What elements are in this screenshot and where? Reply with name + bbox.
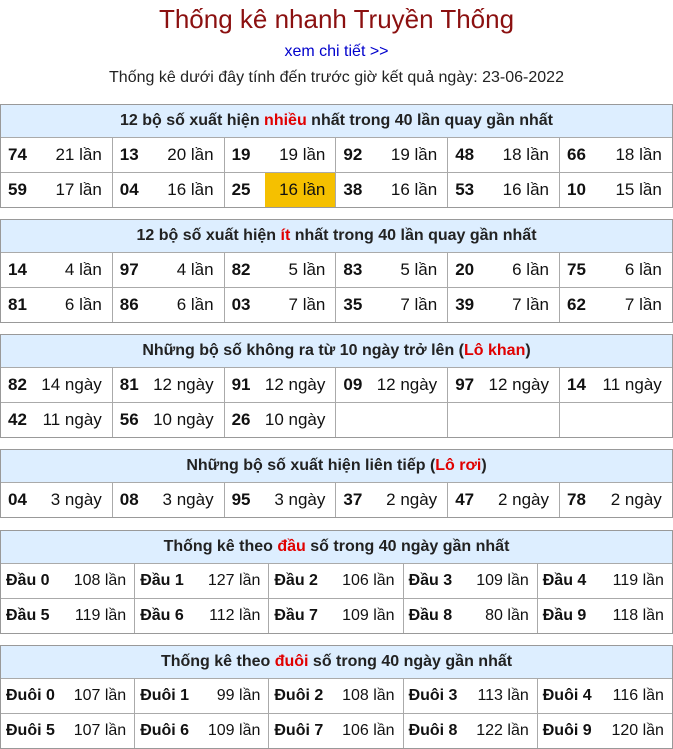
stat-cell bbox=[269, 714, 403, 748]
heading-highlight: ít bbox=[280, 227, 291, 244]
heading-highlight: Lô khan bbox=[464, 342, 526, 359]
occurrence-count: 6 lần bbox=[512, 260, 549, 279]
lottery-number: 91 bbox=[231, 375, 251, 394]
occurrence-count: 12 ngày bbox=[488, 375, 549, 394]
digit-label: Đuôi 0 bbox=[6, 687, 55, 704]
lottery-number: 82 bbox=[231, 260, 251, 279]
occurrence-count: 109 lần bbox=[207, 722, 261, 739]
section-heading bbox=[1, 105, 672, 138]
stat-cell bbox=[225, 253, 337, 287]
occurrence-count: 21 lần bbox=[55, 145, 102, 164]
table-row bbox=[1, 403, 672, 437]
stat-cell bbox=[560, 483, 672, 517]
heading-highlight: Lô rơi bbox=[435, 457, 482, 474]
occurrence-count: 80 lần bbox=[485, 607, 529, 624]
occurrence-count: 120 lần bbox=[611, 722, 664, 739]
lottery-number: 25 bbox=[231, 180, 251, 199]
stat-cell bbox=[538, 564, 672, 598]
occurrence-count: 99 lần bbox=[216, 687, 261, 704]
lottery-number: 81 bbox=[8, 295, 27, 314]
stat-cell bbox=[225, 138, 337, 172]
occurrence-count: 107 lần bbox=[73, 687, 127, 704]
table-row bbox=[1, 599, 672, 633]
lottery-number: 48 bbox=[455, 145, 475, 164]
heading-text: nhất trong 40 lần quay gần nhất bbox=[306, 112, 553, 129]
lottery-number: 37 bbox=[343, 490, 363, 509]
heading-text: 12 bộ số xuất hiện bbox=[136, 227, 281, 244]
stat-cell bbox=[560, 253, 672, 287]
stat-cell bbox=[1, 679, 135, 713]
stat-cell bbox=[1, 173, 113, 207]
digit-label: Đầu 3 bbox=[408, 572, 453, 589]
occurrence-count: 20 lần bbox=[167, 145, 214, 164]
digit-label: Đầu 6 bbox=[140, 607, 184, 624]
section-heading bbox=[1, 450, 672, 483]
least-frequent-section bbox=[0, 219, 673, 323]
occurrence-count: 12 ngày bbox=[153, 375, 214, 394]
digit-label: Đuôi 2 bbox=[274, 687, 324, 704]
table-row bbox=[1, 714, 672, 748]
stat-cell bbox=[225, 403, 337, 437]
lottery-number: 95 bbox=[231, 490, 251, 509]
stat-cell bbox=[225, 483, 337, 517]
occurrence-count: 16 lần bbox=[502, 180, 549, 199]
occurrence-count: 5 lần bbox=[288, 260, 326, 279]
stat-cell bbox=[269, 564, 403, 598]
occurrence-count: 16 lần bbox=[167, 180, 214, 199]
lottery-number: 53 bbox=[455, 180, 475, 199]
stat-cell bbox=[113, 403, 225, 437]
occurrence-count: 113 lần bbox=[477, 687, 529, 704]
heading-text: Những bộ số không ra từ 10 ngày trở lên ( bbox=[142, 342, 464, 359]
stat-cell bbox=[336, 368, 448, 402]
stat-cell bbox=[336, 288, 448, 322]
occurrence-count: 106 lần bbox=[342, 572, 395, 589]
stat-cell bbox=[1, 253, 113, 287]
stat-cell bbox=[225, 173, 337, 207]
occurrence-count: 16 lần bbox=[265, 173, 336, 207]
stat-cell bbox=[336, 253, 448, 287]
digit-label: Đuôi 4 bbox=[542, 687, 592, 704]
section-heading bbox=[1, 335, 672, 368]
occurrence-count: 6 lần bbox=[64, 295, 102, 314]
duoi-stats-section bbox=[0, 645, 673, 749]
stat-cell bbox=[404, 714, 538, 748]
stat-cell bbox=[269, 599, 403, 633]
heading-text: số trong 40 ngày gần nhất bbox=[308, 653, 513, 670]
stat-cell bbox=[1, 564, 135, 598]
lottery-number: 56 bbox=[119, 410, 139, 429]
lottery-number: 66 bbox=[566, 145, 586, 164]
digit-label: Đầu 2 bbox=[274, 572, 318, 589]
occurrence-count bbox=[376, 403, 447, 437]
stat-cell bbox=[135, 599, 269, 633]
lottery-number: 97 bbox=[455, 375, 475, 394]
stat-cell bbox=[560, 403, 672, 437]
occurrence-count: 10 ngày bbox=[264, 410, 326, 429]
digit-label: Đuôi 7 bbox=[274, 722, 324, 739]
occurrence-count: 15 lần bbox=[615, 180, 662, 199]
stat-cell bbox=[135, 679, 269, 713]
stat-cell bbox=[538, 714, 672, 748]
stat-cell bbox=[448, 403, 560, 437]
stat-cell bbox=[1, 714, 135, 748]
table-row bbox=[1, 253, 672, 288]
lottery-number: 59 bbox=[8, 180, 27, 199]
stat-cell bbox=[560, 368, 672, 402]
occurrence-count: 19 lần bbox=[390, 145, 438, 164]
heading-text: Thống kê theo bbox=[160, 653, 275, 670]
lottery-number: 62 bbox=[566, 295, 586, 314]
lottery-number: 35 bbox=[343, 295, 363, 314]
digit-label: Đuôi 5 bbox=[6, 722, 55, 739]
stat-cell bbox=[135, 714, 269, 748]
table-row bbox=[1, 173, 672, 207]
occurrence-count: 18 lần bbox=[615, 145, 662, 164]
stat-cell bbox=[336, 173, 448, 207]
dau-stats-section bbox=[0, 530, 673, 634]
occurrence-count bbox=[600, 403, 672, 437]
stat-cell bbox=[135, 564, 269, 598]
lo-khan-section bbox=[0, 334, 673, 438]
stat-cell bbox=[448, 173, 560, 207]
occurrence-count: 116 lần bbox=[612, 687, 664, 704]
digit-label: Đuôi 8 bbox=[408, 722, 458, 739]
stat-cell bbox=[225, 288, 337, 322]
digit-label: Đuôi 3 bbox=[408, 687, 458, 704]
stat-cell bbox=[538, 599, 672, 633]
stat-cell bbox=[225, 368, 337, 402]
stat-cell bbox=[538, 679, 672, 713]
stat-cell bbox=[113, 483, 225, 517]
occurrence-count: 10 ngày bbox=[153, 410, 214, 429]
digit-label: Đầu 7 bbox=[274, 607, 318, 624]
occurrence-count: 6 lần bbox=[624, 260, 662, 279]
stat-cell bbox=[113, 138, 225, 172]
occurrence-count: 122 lần bbox=[476, 722, 529, 739]
occurrence-count: 118 lần bbox=[612, 607, 664, 624]
occurrence-count: 18 lần bbox=[502, 145, 549, 164]
stat-cell bbox=[448, 138, 560, 172]
lottery-number: 08 bbox=[119, 490, 139, 509]
lottery-number: 83 bbox=[343, 260, 363, 279]
occurrence-count: 11 ngày bbox=[602, 375, 662, 394]
lottery-number: 74 bbox=[8, 145, 27, 164]
occurrence-count: 7 lần bbox=[400, 295, 438, 314]
lo-roi-section bbox=[0, 449, 673, 518]
occurrence-count: 108 lần bbox=[73, 572, 127, 589]
stat-cell bbox=[448, 253, 560, 287]
most-frequent-section bbox=[0, 104, 673, 208]
heading-highlight: nhiều bbox=[264, 112, 307, 129]
digit-label: Đầu 0 bbox=[6, 572, 50, 589]
stat-cell bbox=[1, 403, 113, 437]
occurrence-count: 2 ngày bbox=[497, 490, 549, 509]
lottery-number: 81 bbox=[119, 375, 139, 394]
digit-label: Đầu 1 bbox=[140, 572, 184, 589]
stat-cell bbox=[560, 138, 672, 172]
stat-cell bbox=[404, 679, 538, 713]
occurrence-count: 4 lần bbox=[64, 260, 102, 279]
lottery-number: 86 bbox=[119, 295, 139, 314]
heading-highlight: đuôi bbox=[274, 653, 309, 670]
table-row bbox=[1, 564, 672, 599]
view-details-link[interactable]: xem chi tiết >> bbox=[284, 43, 389, 60]
stat-cell bbox=[448, 288, 560, 322]
occurrence-count: 106 lần bbox=[342, 722, 395, 739]
lottery-number: 20 bbox=[455, 260, 475, 279]
occurrence-count: 5 lần bbox=[400, 260, 438, 279]
occurrence-count: 17 lần bbox=[55, 180, 102, 199]
digit-label: Đầu 5 bbox=[6, 607, 50, 624]
lottery-number: 97 bbox=[119, 260, 139, 279]
stat-cell bbox=[113, 288, 225, 322]
section-heading bbox=[1, 220, 672, 253]
stat-cell bbox=[404, 599, 538, 633]
occurrence-count: 7 lần bbox=[288, 295, 326, 314]
digit-label: Đầu 8 bbox=[408, 607, 453, 624]
digit-label: Đầu 4 bbox=[542, 572, 587, 589]
heading-text: số trong 40 ngày gần nhất bbox=[305, 538, 510, 555]
stat-cell bbox=[1, 599, 135, 633]
lottery-number: 09 bbox=[343, 375, 363, 394]
stat-cell bbox=[1, 288, 113, 322]
lottery-number: 82 bbox=[8, 375, 27, 394]
heading-highlight: đầu bbox=[277, 538, 306, 555]
occurrence-count: 7 lần bbox=[624, 295, 662, 314]
digit-label: Đuôi 6 bbox=[140, 722, 190, 739]
stat-cell bbox=[560, 173, 672, 207]
occurrence-count: 3 ngày bbox=[274, 490, 326, 509]
date-subtitle: Thống kê dưới đây tính đến trước giờ kết quả ngày: 23-06-2022 bbox=[109, 69, 564, 86]
stat-cell bbox=[560, 288, 672, 322]
section-heading bbox=[1, 646, 672, 679]
lottery-number: 03 bbox=[231, 295, 251, 314]
lottery-number: 14 bbox=[8, 260, 27, 279]
occurrence-count: 112 lần bbox=[209, 607, 261, 624]
occurrence-count: 109 lần bbox=[476, 572, 529, 589]
stat-cell bbox=[1, 138, 113, 172]
occurrence-count bbox=[488, 403, 559, 437]
occurrence-count: 12 ngày bbox=[376, 375, 438, 394]
heading-text: nhất trong 40 lần quay gần nhất bbox=[290, 227, 537, 244]
table-row bbox=[1, 483, 672, 517]
digit-label: Đuôi 1 bbox=[140, 687, 190, 704]
lottery-number: 13 bbox=[119, 145, 139, 164]
stat-cell bbox=[269, 679, 403, 713]
stat-cell bbox=[336, 483, 448, 517]
lottery-number: 47 bbox=[455, 490, 475, 509]
occurrence-count: 107 lần bbox=[73, 722, 127, 739]
occurrence-count: 119 lần bbox=[612, 572, 664, 589]
heading-text: Những bộ số xuất hiện liên tiếp ( bbox=[186, 457, 436, 474]
occurrence-count: 3 ngày bbox=[162, 490, 214, 509]
stat-cell bbox=[113, 173, 225, 207]
occurrence-count: 2 ngày bbox=[610, 490, 662, 509]
lottery-number: 14 bbox=[566, 375, 586, 394]
stat-cell bbox=[404, 564, 538, 598]
stat-cell bbox=[1, 368, 113, 402]
stat-cell bbox=[336, 403, 448, 437]
lottery-number: 78 bbox=[566, 490, 586, 509]
heading-text: 12 bộ số xuất hiện bbox=[120, 112, 265, 129]
lottery-number: 92 bbox=[343, 145, 363, 164]
digit-label: Đầu 9 bbox=[542, 607, 587, 624]
occurrence-count: 2 ngày bbox=[386, 490, 438, 509]
lottery-number: 39 bbox=[455, 295, 475, 314]
table-row bbox=[1, 368, 672, 403]
stat-cell bbox=[448, 368, 560, 402]
lottery-number: 04 bbox=[8, 490, 27, 509]
occurrence-count: 16 lần bbox=[390, 180, 438, 199]
occurrence-count: 11 ngày bbox=[42, 410, 102, 429]
occurrence-count: 3 ngày bbox=[50, 490, 102, 509]
lottery-number: 75 bbox=[566, 260, 586, 279]
page-title: Thống kê nhanh Truyền Thống bbox=[158, 4, 515, 34]
table-row bbox=[1, 138, 672, 173]
occurrence-count: 4 lần bbox=[176, 260, 214, 279]
lottery-number: 42 bbox=[8, 410, 27, 429]
table-row bbox=[1, 679, 672, 714]
occurrence-count: 19 lần bbox=[279, 145, 326, 164]
lottery-number: 10 bbox=[566, 180, 586, 199]
occurrence-count: 119 lần bbox=[74, 607, 127, 624]
occurrence-count: 7 lần bbox=[512, 295, 549, 314]
stat-cell bbox=[448, 483, 560, 517]
heading-text: ) bbox=[481, 457, 487, 474]
section-heading bbox=[1, 531, 672, 564]
lottery-number: 38 bbox=[343, 180, 363, 199]
occurrence-count: 127 lần bbox=[207, 572, 261, 589]
stat-cell bbox=[1, 483, 113, 517]
heading-text: ) bbox=[525, 342, 531, 359]
occurrence-count: 6 lần bbox=[176, 295, 214, 314]
stat-cell bbox=[336, 138, 448, 172]
digit-label: Đuôi 9 bbox=[542, 722, 592, 739]
occurrence-count: 109 lần bbox=[342, 607, 395, 624]
lottery-number: 19 bbox=[231, 145, 251, 164]
stat-cell bbox=[113, 368, 225, 402]
stat-cell bbox=[113, 253, 225, 287]
lottery-number: 26 bbox=[231, 410, 251, 429]
occurrence-count: 12 ngày bbox=[264, 375, 326, 394]
lottery-number: 04 bbox=[119, 180, 139, 199]
heading-text: Thống kê theo bbox=[163, 538, 278, 555]
occurrence-count: 14 ngày bbox=[41, 375, 102, 394]
table-row bbox=[1, 288, 672, 322]
occurrence-count: 108 lần bbox=[342, 687, 395, 704]
